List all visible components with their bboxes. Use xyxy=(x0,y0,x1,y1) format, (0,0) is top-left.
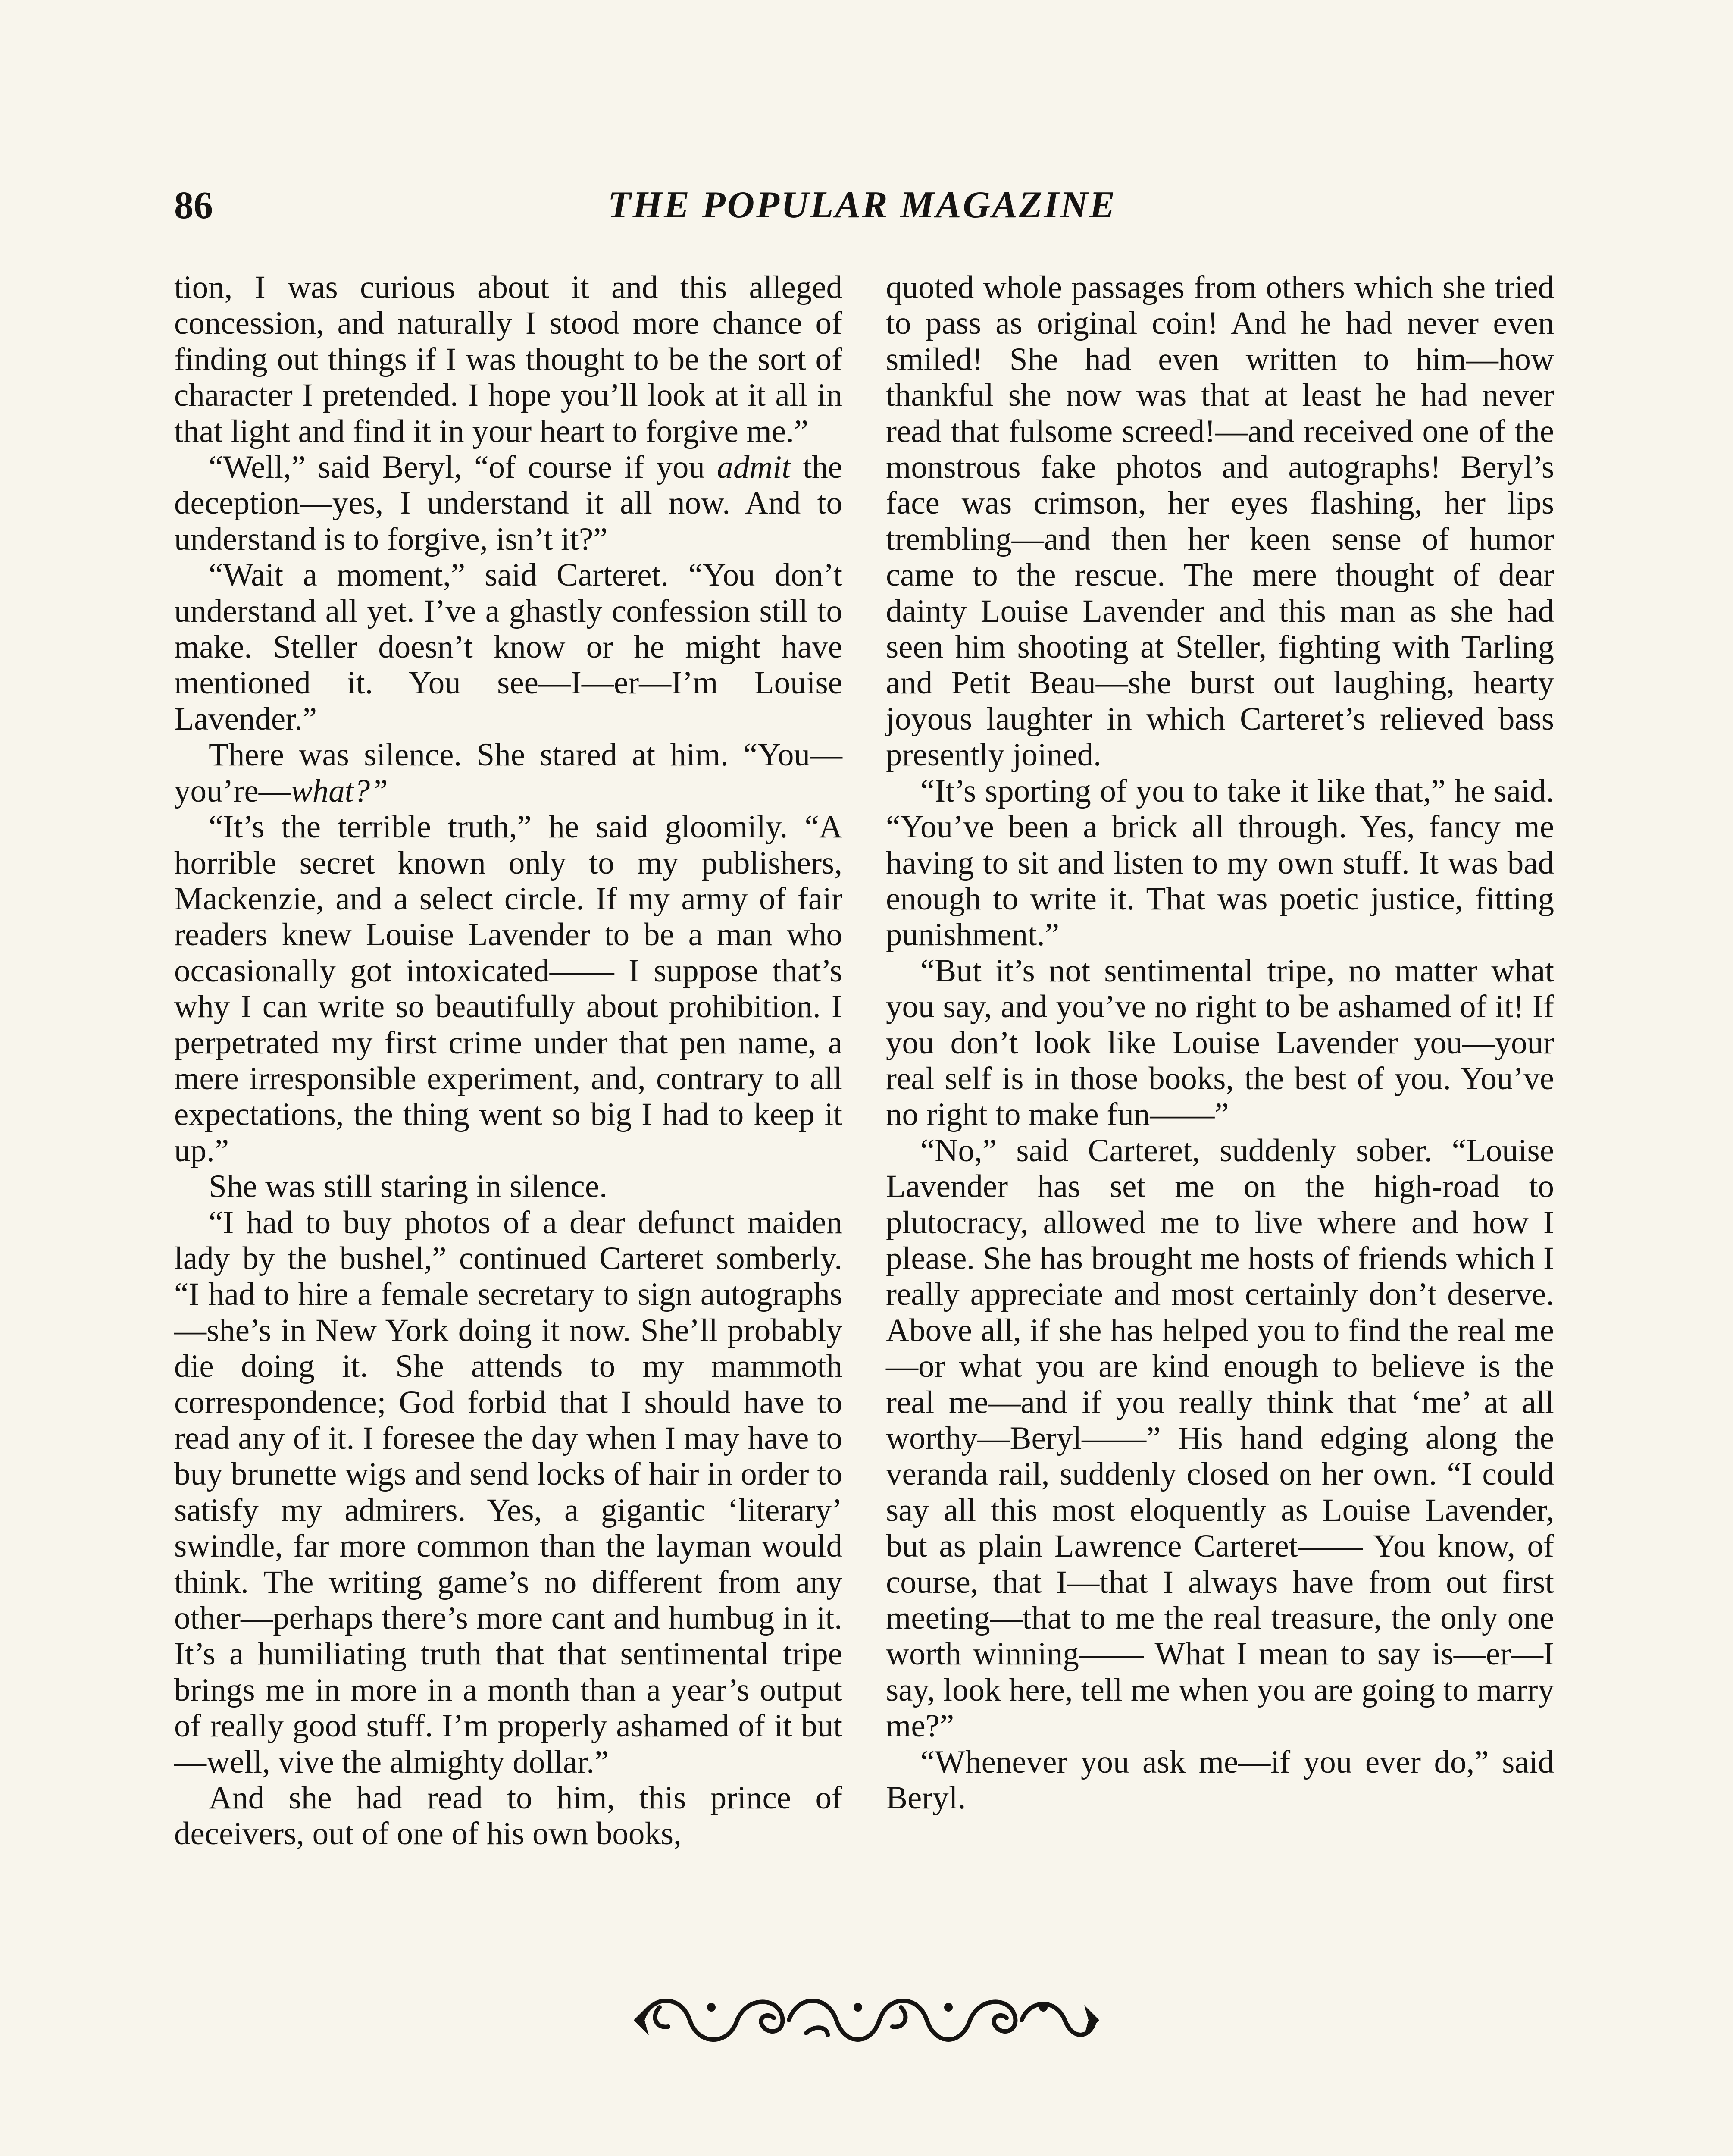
text-run: the deception—yes, I understand it all now. And to understand is to forgive, isn’t it?” xyxy=(174,449,842,557)
text-run: “Well,” said Beryl, “of course if you xyxy=(209,449,717,486)
paragraph: “I had to buy photos of a dear defunct maiden lady by the bushel,” continued Carteret somberly. “I had to hire a female secretary to sign autographs—she’s in New York doing it now. She’ll probably die doing it. She attends to my mammoth correspondence; God forbid that I should have to read any of it. I foresee the day when I may have to buy brunette wigs and send locks of hair in order to satisfy my admirers. Yes, a gigantic ‘literary’ swindle, far more common than the layman would think. The writing game’s no different from any other—perhaps there’s more cant and humbug in it. It’s a humiliating truth that that sentimental tripe brings me in more in a month than a year’s output of really good stuff. I’m properly ashamed of it but—well, vive the almighty dollar.” xyxy=(174,1204,842,1780)
paragraph: “It’s sporting of you to take it like that,” he said. “You’ve been a brick all through. Yes, fancy me having to sit and listen to my own stuff. It was bad enough to write it. That was poetic justice, fitting punishment.” xyxy=(886,773,1554,953)
paragraph: quoted whole passages from others which she tried to pass as original coin! And he had never even smiled! She had even written to him—how thankful she now was that at least he had never read that fulsome screed!—and received one of the monstrous fake photos and autographs! Beryl’s face was crimson, her eyes flashing, her lips trembling—and then her keen sense of humor came to the rescue. The mere thought of dear dainty Louise Lavender and this man as she had seen him shooting at Steller, fighting with Tarling and Petit Beau—she burst out laughing, hearty joyous laughter in which Carteret’s relieved bass presently joined. xyxy=(886,270,1554,773)
italic-word: admit xyxy=(717,449,791,486)
page-number: 86 xyxy=(174,184,213,227)
paragraph: “Whenever you ask me—if you ever do,” said Beryl. xyxy=(886,1744,1554,1816)
text-run: There was silence. She stared at him. “You—you’re— xyxy=(174,737,842,809)
paragraph: “No,” said Carteret, suddenly sober. “Louise Lavender has set me on the high-road to plutocracy, allowed me to live where and how I please. She has brought me hosts of friends which I really appreciate and most certainly don’t deserve. Above all, if she has helped you to find the real me—or what you are kind enough to believe is the real me—and if you really think that ‘me’ at all worthy—Beryl——” His hand edging along the veranda rail, suddenly closed on her own. “I could say all this most eloquently as Louise Lavender, but as plain Lawrence Carteret—— You know, of course, that I—that I always have from out first meeting—that to me the real treasure, the only one worth winning—— What I mean to say is—er—I say, look here, tell me when you are going to marry me?” xyxy=(886,1132,1554,1744)
paragraph: tion, I was curious about it and this alleged concession, and naturally I stood more chance of finding out things if I was thought to be the sort of character I pretended. I hope you’ll look at it all in that light and find it in your heart to forgive me.” xyxy=(174,270,842,449)
paragraph xyxy=(174,737,842,809)
paragraph: “Wait a moment,” said Carteret. “You don’t understand all yet. I’ve a ghastly confession still to make. Steller doesn’t know or he might have mentioned it. You see—I—er—I’m Louise Lavender.” xyxy=(174,557,842,737)
ornament-icon xyxy=(625,1981,1108,2059)
paragraph: “But it’s not sentimental tripe, no matter what you say, and you’ve no right to be ashamed of it! If you don’t look like Louise Lavender you—your real self is in those books, the best of you. You’ve no right to make fun——” xyxy=(886,953,1554,1133)
paragraph: And she had read to him, this prince of deceivers, out of one of his own books, xyxy=(174,1780,842,1852)
left-column xyxy=(174,270,842,1852)
italic-word: what?” xyxy=(291,773,388,809)
paragraph xyxy=(174,449,842,557)
paragraph: She was still staring in silence. xyxy=(209,1169,607,1205)
right-column xyxy=(886,270,1554,1816)
running-head: THE POPULAR MAGAZINE xyxy=(607,184,1117,226)
paragraph: “It’s the terrible truth,” he said gloomily. “A horrible secret known only to my publishers, Mackenzie, and a select circle. If my army of fair readers knew Louise Lavender to be a man who occasionally got intoxicated—— I suppose that’s why I can write so beautifully about prohibition. I perpetrated my first crime under that pen name, a mere irresponsible experiment, and, contrary to all expectations, the thing went so big I had to keep it up.” xyxy=(174,809,842,1169)
